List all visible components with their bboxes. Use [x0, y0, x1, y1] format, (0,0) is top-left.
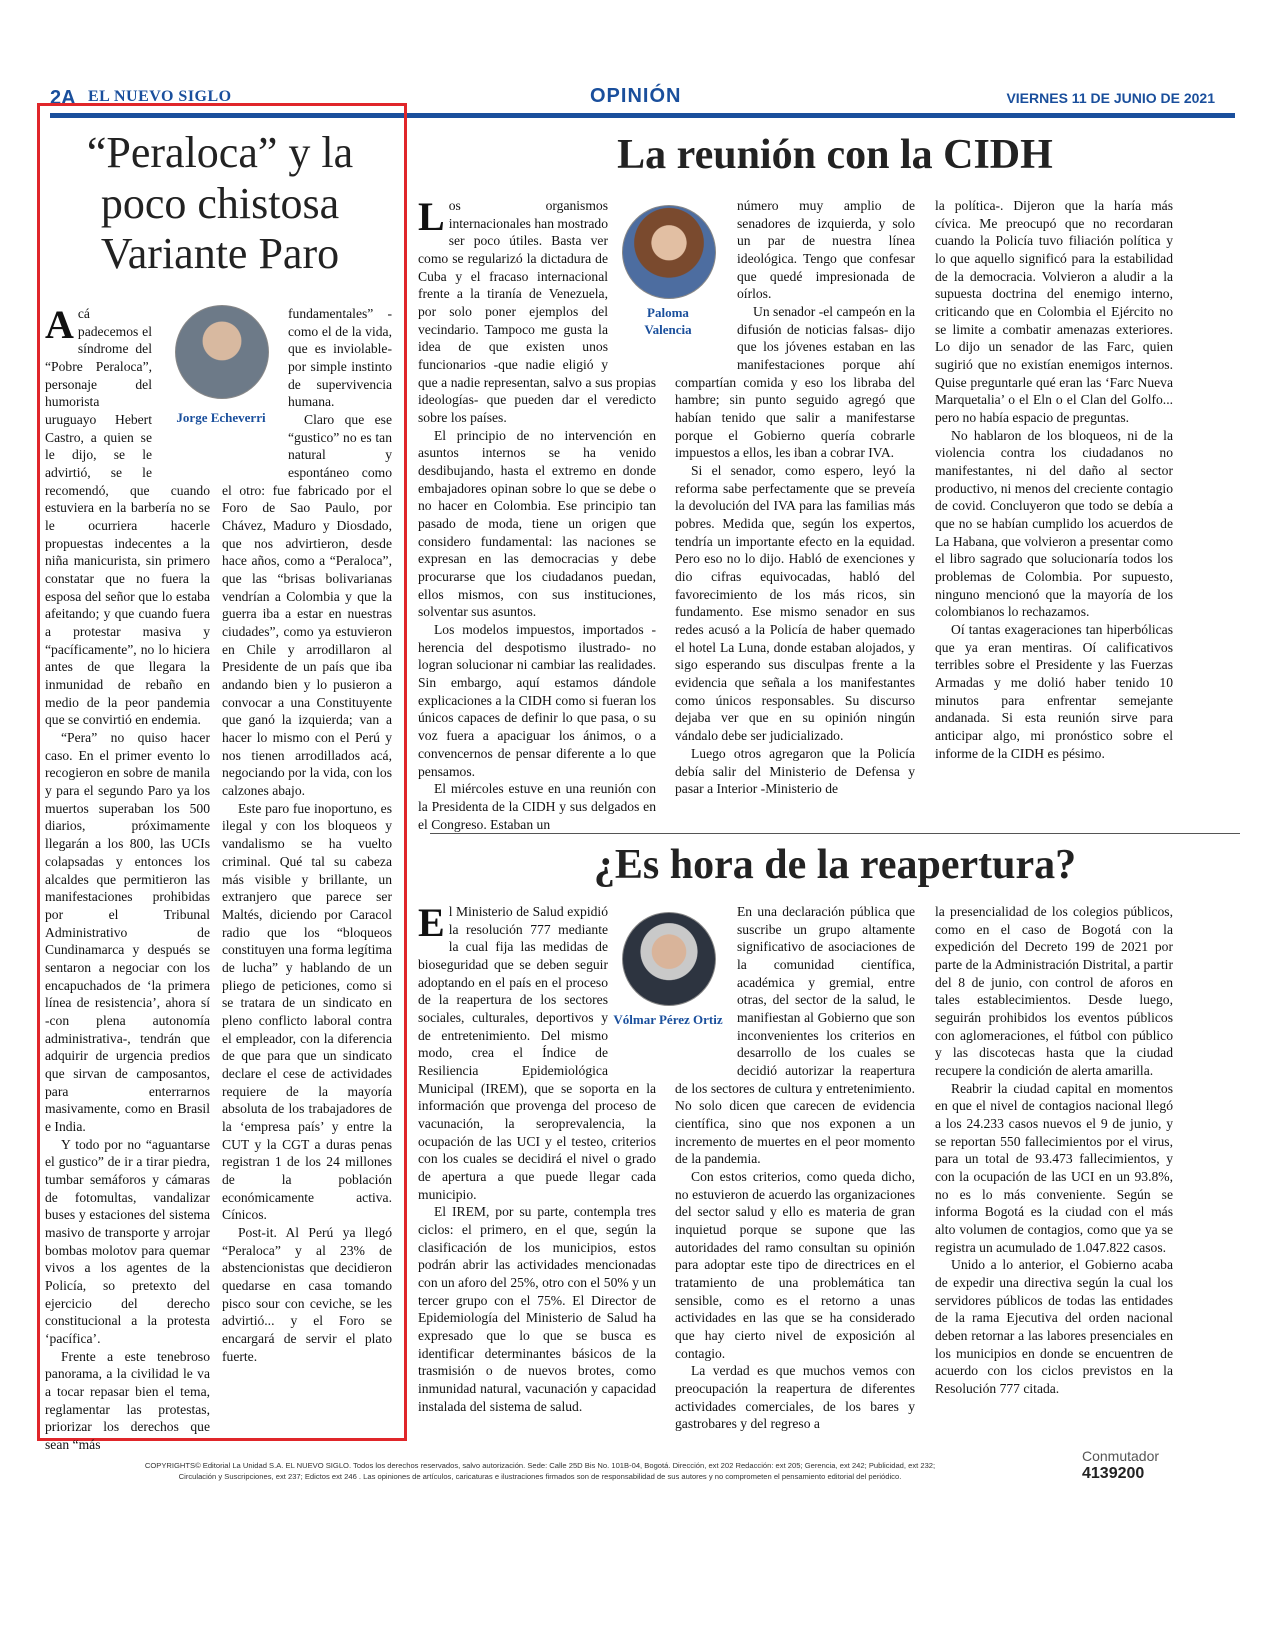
article-column — [675, 197, 915, 807]
paragraph: El principio de no intervención en asuntos internos se ha venido desdibujando, hasta el extremo en donde embajadores opinan sobre lo que se debe o no hacer en Colombia. Ese principio tan pasado de moda, tiene un origen que considero fundamental: las naciones se expresan en las democracias y debe procurarse que los ciudadanos puedan, ellos mismos, con sus instituciones, solventar sus asuntos. — [418, 427, 656, 620]
author-name-valencia: Paloma Valencia — [644, 305, 692, 337]
article-column — [45, 302, 210, 1452]
paragraph: Con estos criterios, como queda dicho, no estuvieron de acuerdo las organizaciones del sector salud y ello es materia de gran inquietud porque se supone que las autoridades del ramo consultan su opinión para adoptar este tipo de directrices en el tratamiento de una problemática tan sensible, como es el retorno a unas actividades en las que se ha considerado que hay cierto nivel de exposición al contagio. — [675, 1169, 915, 1361]
paragraph: Unido a lo anterior, el Gobierno acaba de expedir una directiva según la cual los servidores públicos de todas las entidades de la rama Ejecutiva del orden nacional deben retornar a las labores presenciales en los municipios en donde se encuentren de acuerdo con los ciclos previstos en la Resolución 777 citada. — [935, 1257, 1173, 1397]
footer-line: Circulación y Suscripciones, ext 237; Edictos ext 246 . Las opiniones de artículos, caricaturas e ilustraciones firmados son de responsabilidad de sus autores y no comprometen el pensamiento editorial del periódico. — [178, 1472, 902, 1482]
article-column — [222, 305, 392, 1430]
newspaper-name: EL NUEVO SIGLO — [88, 88, 232, 105]
copyright-footer — [60, 1460, 1020, 1483]
section-divider — [430, 833, 1240, 834]
paragraph: La verdad es que muchos vemos con preocupación la reapertura de diferentes actividades comerciales, de los bares y gastrobares y del regreso a — [675, 1363, 915, 1432]
article-column — [935, 903, 1173, 1428]
article-title-peraloca: “Peraloca” y la poco chistosa Variante Paro — [86, 128, 354, 279]
article-column — [418, 194, 656, 832]
paragraph: Oí tantas exageraciones tan hiperbólicas que ya eran mentiras. Oí calificativos terribles sobre el Presidente y las Fuerzas Armadas y me dolió haber tenido 10 minutos para enfrentar semejante andanada. Si esta reunión sirve para anticipar algo, mi pronóstico sobre el informe de la CIDH es pésimo. — [935, 622, 1173, 761]
paragraph: Claro que ese “gustico” no es tan natural y espontáneo como el otro: fue fabricado por el Foro de Sao Paulo, por Chávez, Maduro y Diosdado, que nos advirtieron, desde hace años, como a “Peraloca”, que las “brisas bolivarianas vendrían a Colombia y que la guerra iba a estar en nuestras ciudades”, como ya estuvieron en Chile y arrodillaron al Presidente de un país que iba andando bien y lo pusieron a convocar a una Constituyente que ganó la izquierda; van a hacer lo mismo con el Perú y nos tienen arrodillados acá, negociando por la vida, con los calzones abajo. — [222, 412, 392, 799]
paragraph: la presencialidad de los colegios públicos, como en el caso de Bogotá con la expedición del Decreto 199 de 2021 por parte de la Administración Distrital, a partir del 8 de junio, con control de aforos en tales establecimientos. Desde luego, seguirán prohibidos los eventos públicos con aglomeraciones, el fútbol con público y las discotecas hasta que la ciudad recupere la condición de alerta amarilla. — [935, 904, 1173, 1079]
drop-cap: L — [418, 194, 445, 239]
conmutador-number: 4139200 — [1082, 1465, 1145, 1482]
page-number: 2A — [50, 87, 76, 109]
author-name-perez-ortiz: Vólmar Pérez Ortiz — [613, 1012, 723, 1027]
paragraph: fundamentales” -como el de la vida, que es inviolable- por simple instinto de supervivencia humana. — [288, 306, 392, 410]
paragraph: número muy amplio de senadores de izquierda, y solo un par de nuestra línea ideológica. Tengo que confesar que quedé impresionada de oírlos. — [737, 198, 915, 302]
paragraph: Si el senador, como espero, leyó la reforma sabe perfectamente que se preveía la devolución del IVA para las familias más pobres. Medida que, según los expertos, tendría un importante efecto en la equidad. Pero eso no lo dijo. Habló de exenciones y dio cifras equivocadas, habló del favorecimiento de los más ricos, sin fundamento. Ese mismo senador en sus redes acusó a la Policía de haber quemado el hotel La Luna, donde estaban alojados, y sigo esperando sus disculpas frente a la evidencia que señala a los manifestantes como únicos responsables. Su discurso dejaba ver que en su opinión ningún vándalo debe ser judicializado. — [675, 463, 915, 744]
paragraph: cá padecemos el síndrome del “Pobre Peraloca”, personaje del humorista uruguayo Hebert Castro, a quien se le dijo, se le advirtió, se le recomendó, que cuando estuviera en la barbería no se le ocurriera hacerle propuestas indecentes a la niña manicurista, sin primero constatar que no fuera la esposa del señor que lo estaba afeitando; y que cuando fuera a protestar masiva y “pacíficamente”, no lo hiciera antes de que llegara la inmunidad de rebaño en medio de la peor pandemia que se convirtió en endemia. — [45, 306, 210, 728]
article-title-cidh: La reunión con la CIDH — [617, 132, 1053, 178]
paragraph: Este paro fue inoportuno, es ilegal y con los bloqueos y vandalismo se ha vuelto criminal. Qué tal su cabeza más visible y brillante, un extranjero que parece ser Maltés, diciendo por Caracol radio que los “bloqueos constituyen una forma legítima de lucha” y hablando de un pliego de peticiones, como si se tratara de un sindicato en pleno conflicto laboral contra el empleador, con la diferencia de que para que un sindicato declare el cese de actividades requiere de la mayoría absoluta de los trabajadores de la ‘empresa país’ y entre la CUT y la CGT a duras penas registran 1 de los 24 millones de la población económicamente activa. Cínicos. — [222, 800, 392, 1223]
paragraph: la política-. Dijeron que la haría más cívica. Me preocupó que no recordaran cuando la Policía tuvo filiación política y lo que aquello significó para la estabilidad de la democracia. Volvieron a aludir a la supuesta doctrina del enemigo interno, criticando que en Colombia el Ejército no se limite a combatir amenazas exteriores. Lo dijo un senador de las Farc, quien sugirió que no existían enemigos internos. Quise preguntarle qué eran las ‘Farc Nueva Marquetalia’ o el Eln o el Clan del Golfo... pero no había espacio de preguntas. — [935, 198, 1173, 426]
paragraph: No hablaron de los bloqueos, ni de la violencia contra los ciudadanos no manifestantes, ni del daño al sector productivo, ni menos del creciente contagio de covid. Concluyeron que todo se debía a que no se habían cumplido los acuerdos de La Habana, que volvieron a presentar como el libro sagrado que solucionaría todos los problemas de Colombia. Por supuesto, ninguno mencionó que la mayoría de los colombianos lo rechazamos. — [935, 427, 1173, 620]
paragraph: Luego otros agregaron que la Policía debía salir del Ministerio de Defensa y pasar a Interior -Ministerio de — [675, 745, 915, 797]
paragraph: l Ministerio de Salud expidió la resolución 777 mediante la cual fija las medidas de bioseguridad que se deben seguir adoptando en el país en el proceso de la reapertura de los sectores sociales, culturales, deportivos y de entretenimiento. Del mismo modo, crea el Índice de Resiliencia Epidemiológica Municipal (IREM), que se soporta en la información que provenga del proceso de vacunación, la seroprevalencia, la ocupación de las UCI y el testeo, criterios con los cuales se decidirá el nivel o grado de apertura a que puede llegar cada municipio. — [418, 904, 656, 1202]
paragraph: Frente a este tenebroso panorama, a la civilidad le va a tocar repasar bien el tema, reglamentar las protestas, priorizar los derechos que sean “más — [45, 1348, 210, 1452]
paragraph: “Pera” no quiso hacer caso. En el primer evento lo recogieron en sobre de manila y para el segundo Paro ya los muertos superaban los 500 diarios, próximamente llegarán a los 800, las UCIs colapsadas y entonces los alcaldes que permitieron las manifestaciones prohibidas por el Tribunal Administrativo de Cundinamarca y después se sentaron a negociar con los encapuchados de ‘la primera línea de resistencia’, ahora sí -con plena autonomía administrativa-, tendrán que adquirir de urgencia predios que sirvan de camposantos, para enterrarnos masivamente, como en Brasil e India. — [45, 730, 210, 1134]
article-column — [675, 903, 915, 1432]
article-column — [418, 900, 656, 1428]
issue-date: VIERNES 11 DE JUNIO DE 2021 — [1006, 90, 1215, 106]
article-column — [935, 197, 1173, 807]
footer-line: COPYRIGHTS© Editorial La Unidad S.A. EL NUEVO SIGLO. Todos los derechos reservados, salvo autorización. Sede: Calle 25D Bis No. 101B-04, Bogotá. Dirección, ext 202 Redacción: ext 205; Gerencia, ext 242; Publicidad, ext 232; — [144, 1461, 936, 1470]
paragraph: En una declaración pública que suscribe un grupo altamente significativo de asociaciones de la comunidad científica, académica y gremial, entre otras, del sector de la salud, le manifiestan al Gobierno que son inconvenientes los criterios en desarrollo de los cuales se decidió autorizar la reapertura de los sectores de cultura y entretenimiento. No solo dicen que carecen de evidencia científica, sino que nos exponen a un incremento de muertes en el peor momento de la pandemia. — [675, 904, 915, 1167]
drop-cap: A — [45, 302, 74, 347]
paragraph: El miércoles estuve en una reunión con la Presidenta de la CIDH y sus delgados en el Congreso. Estaban un — [418, 781, 656, 832]
paragraph: Los modelos impuestos, importados -herencia del despotismo ilustrado- no logran solucionar ni cambiar las realidades. Sin embargo, aquí estamos dándole explicaciones a la CIDH como si fueran los únicos capaces de definir lo que pasa, o su voz fuera a apaciguar los ánimos, o a convencernos de pensar diferente a lo que pensamos. — [418, 622, 656, 779]
drop-cap: E — [418, 900, 445, 945]
section-title: OPINIÓN — [590, 85, 682, 107]
conmutador-label: Conmutador — [1082, 1448, 1160, 1464]
paragraph: El IREM, por su parte, contempla tres ciclos: el primero, en el que, según la clasificación de los municipios, estos podrán abrir las actividades mencionadas con un aforo del 25%, otro con el 50% y un tercer grupo con el 75%. El Director de Epidemiología del Ministerio de Salud ha expresado que lo que se busca es identificar determinantes básicos de la trasmisión o de nuevos brotes, como inmunidad natural, vacunación y capacidad instalada del sistema de salud. — [418, 1204, 656, 1414]
paragraph: Y todo por no “aguantarse el gustico” de ir a tirar piedra, tumbar semáforos y cámaras de fotomultas, vandalizar buses y estaciones del sistema masivo de transporte y arrojar bombas molotov para quemar vivos a los agentes de la Policía, so pretexto del ejercicio del derecho constitucional a la protesta ‘pacífica’. — [45, 1136, 210, 1346]
paragraph: os organismos internacionales han mostrado ser poco útiles. Basta ver como se regularizó la dictadura de Cuba y el fracaso internacional frente a la tiranía de Venezuela, por solo poner ejemplos del vecindario. Tampoco me gusta la idea de que existen unos funcionarios -que nadie eligió y que a nadie representan, salvo a sus propias ideologías- que pueden dar el veredicto sobre los países. — [418, 198, 656, 426]
paragraph: Reabrir la ciudad capital en momentos en que el nivel de contagios nacional llegó a los 24.233 casos nuevos el 9 de junio, y se reportan 550 fallecimientos por el virus, para un total de 93.473 fallecimientos, y con la ocupación de las UCI en un 93.8%, no es lo más conveniente. Según se informa Bogotá es la ciudad con el más alto volumen de contagios, como que ya se registra un acumulado de 1.047.822 casos. — [935, 1080, 1173, 1255]
paragraph: Post-it. Al Perú ya llegó “Peraloca” y al 23% de abstencionistas que decidieron quedarse en casa tomando pisco sour con ceviche, se les advirtió... y el Foro se encargará de servir el plato fuerte. — [222, 1224, 392, 1364]
article-title-reapertura: ¿Es hora de la reapertura? — [593, 842, 1077, 888]
paragraph: Un senador -el campeón en la difusión de noticias falsas- dijo que los jóvenes estaban en las manifestaciones porque ahí compartían comida y eso los libraba del hambre; sin punto seguido agregó que habían tenido que salir a manifestarse porque el Gobierno quería cobrarle impuestos a ellos, les iban a cobrar IVA. — [675, 304, 915, 461]
author-name-echeverri: Jorge Echeverri — [176, 410, 266, 425]
